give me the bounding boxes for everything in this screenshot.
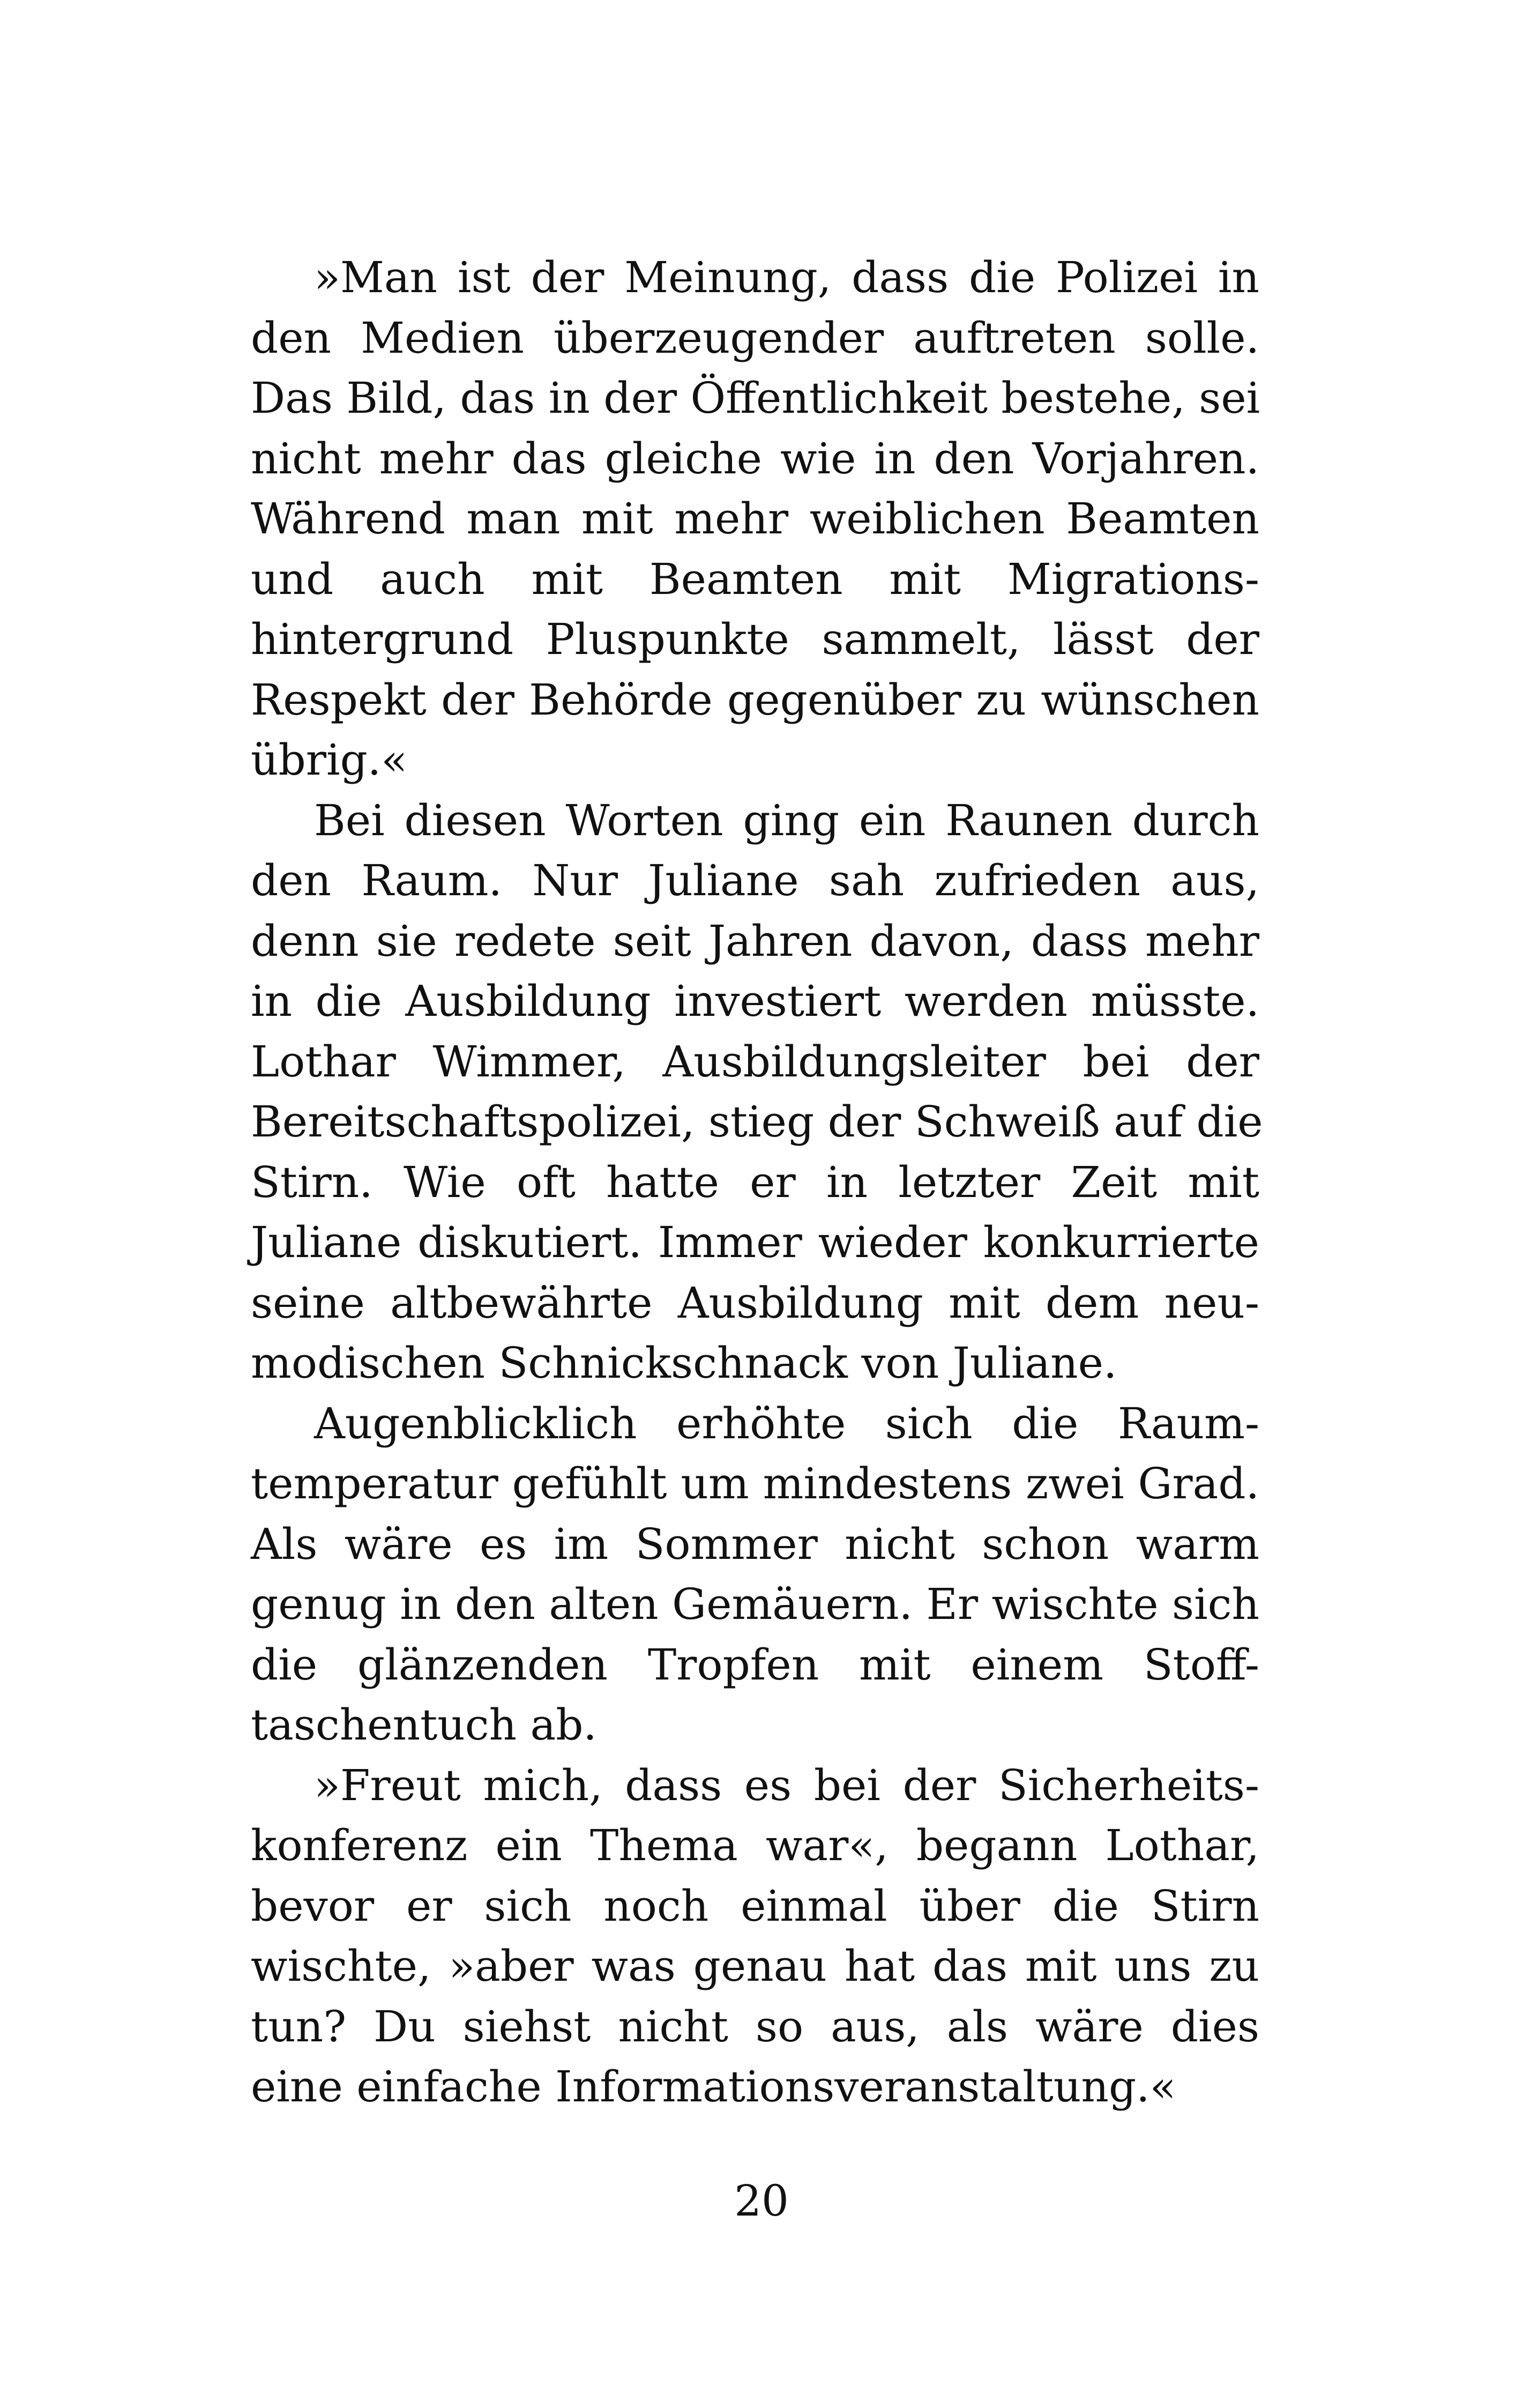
text-line: Juliane diskutiert. Immer wieder konkurrierte <box>251 1217 1259 1267</box>
text-line: modischen Schnickschnack von Juliane. <box>251 1338 1117 1388</box>
text-line: Respekt der Behörde gegenüber zu wünschen <box>251 674 1259 725</box>
text-line: Als wäre es im Sommer nicht schon warm <box>251 1519 1259 1569</box>
text-line: nicht mehr das gleiche wie in den Vorjahren. <box>251 433 1259 484</box>
text-line: Lothar Wimmer, Ausbildungsleiter bei der <box>251 1036 1259 1087</box>
text-line: in die Ausbildung investiert werden müsste. <box>251 976 1259 1026</box>
text-line: konferenz ein Thema war«, begann Lothar, <box>251 1820 1259 1870</box>
paragraph-first-line: Bei diesen Worten ging ein Raunen durch <box>314 795 1259 845</box>
text-line: Das Bild, das in der Öffentlichkeit bestehe, sei <box>251 373 1260 423</box>
text-line: eine einfache Informationsveranstaltung.« <box>251 2062 1176 2112</box>
text-line: temperatur gefühlt um mindestens zwei Grad. <box>251 1459 1259 1508</box>
paragraph-first-line: »Freut mich, dass es bei der Sicherheits- <box>314 1760 1259 1810</box>
paragraph-first-line: »Man ist der Meinung, dass die Polizei in <box>314 252 1259 302</box>
text-line: taschentuch ab. <box>251 1700 597 1750</box>
page-number: 20 <box>734 2176 789 2226</box>
text-line: den Raum. Nur Juliane sah zufrieden aus, <box>251 856 1259 905</box>
text-line: Bereitschaftspolizei, stieg der Schweiß auf die <box>251 1097 1263 1147</box>
text-line: wischte, »aber was genau hat das mit uns zu <box>251 1941 1259 1991</box>
text-line: genug in den alten Gemäuern. Er wischte sich <box>251 1579 1259 1629</box>
text-line: hintergrund Pluspunkte sammelt, lässt der <box>251 614 1259 664</box>
text-line: denn sie redete seit Jahren davon, dass mehr <box>251 916 1259 966</box>
text-line: Während man mit mehr weiblichen Beamten <box>251 494 1259 544</box>
text-line: die glänzenden Tropfen mit einem Stoff- <box>251 1639 1259 1690</box>
text-line: den Medien überzeugender auftreten solle. <box>251 313 1259 363</box>
text-line: bevor er sich noch einmal über die Stirn <box>251 1881 1259 1931</box>
text-line: und auch mit Beamten mit Migrations- <box>251 554 1259 604</box>
body-text <box>251 248 1263 2117</box>
text-line: übrig.« <box>251 735 408 785</box>
text-line: seine altbewährte Ausbildung mit dem neu- <box>251 1277 1259 1328</box>
paragraph-first-line: Augenblicklich erhöhte sich die Raum- <box>314 1398 1259 1448</box>
text-line: tun? Du siehst nicht so aus, als wäre dies <box>251 2001 1259 2052</box>
text-line: Stirn. Wie oft hatte er in letzter Zeit mit <box>251 1157 1259 1207</box>
